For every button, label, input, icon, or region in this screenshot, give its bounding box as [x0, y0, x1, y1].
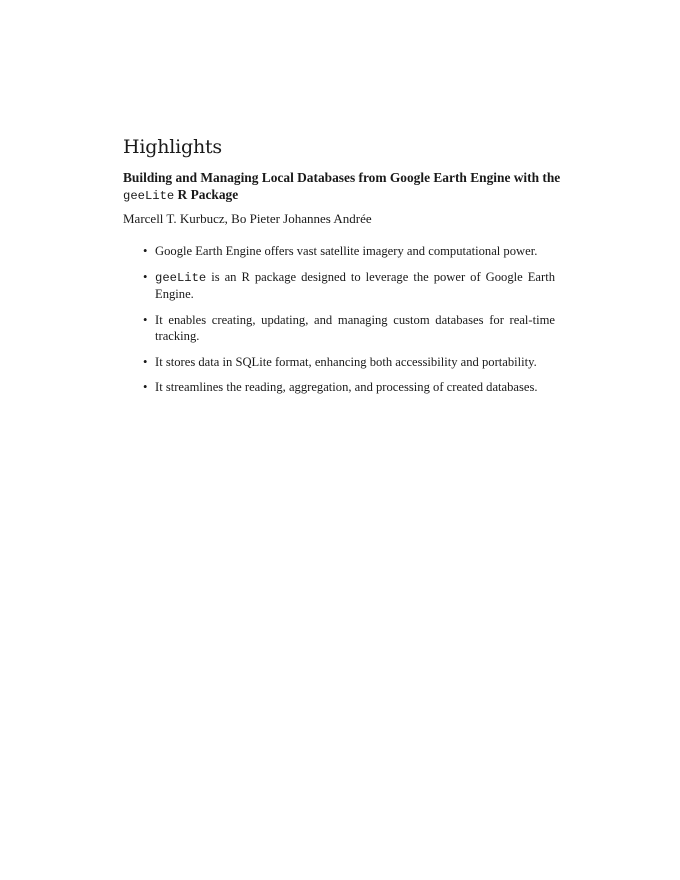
- highlight-item: [123, 243, 583, 260]
- highlights-list: [123, 243, 583, 396]
- bullet-icon: •: [143, 354, 148, 369]
- highlight-text: It streamlines the reading, aggregation, and processing of created databases.: [155, 380, 538, 394]
- highlight-item: [123, 269, 583, 303]
- bullet-icon: •: [143, 380, 148, 394]
- highlight-item: [123, 312, 583, 345]
- bullet-icon: •: [143, 244, 148, 258]
- bullet-icon: •: [143, 269, 148, 284]
- highlight-item: [123, 354, 583, 371]
- highlight-text: Google Earth Engine offers vast satellite imagery and computational power.: [155, 244, 538, 258]
- paper-title: [123, 169, 563, 205]
- highlight-text: [155, 269, 555, 303]
- highlight-text: It enables creating, updating, and managing custom databases for real-time tracking.: [155, 312, 555, 343]
- package-name-inline: geeLite: [155, 270, 207, 285]
- highlight-text: It stores data in SQLite format, enhancing both accessibility and portability.: [155, 354, 537, 369]
- highlights-page: [123, 134, 583, 405]
- highlight-item: [123, 379, 583, 396]
- highlight-text-rest: is an R package designed to leverage the power of Google Earth Engine.: [155, 269, 555, 301]
- title-part-1: Building and Managing Local Databases from Google Earth Engine with the: [123, 170, 561, 185]
- authors-line: Marcell T. Kurbucz, Bo Pieter Johannes Andrée: [123, 211, 372, 226]
- section-heading: Highlights: [123, 136, 222, 158]
- bullet-icon: •: [143, 312, 148, 327]
- title-part-2: R Package: [174, 187, 239, 202]
- package-name: geeLite: [123, 189, 175, 203]
